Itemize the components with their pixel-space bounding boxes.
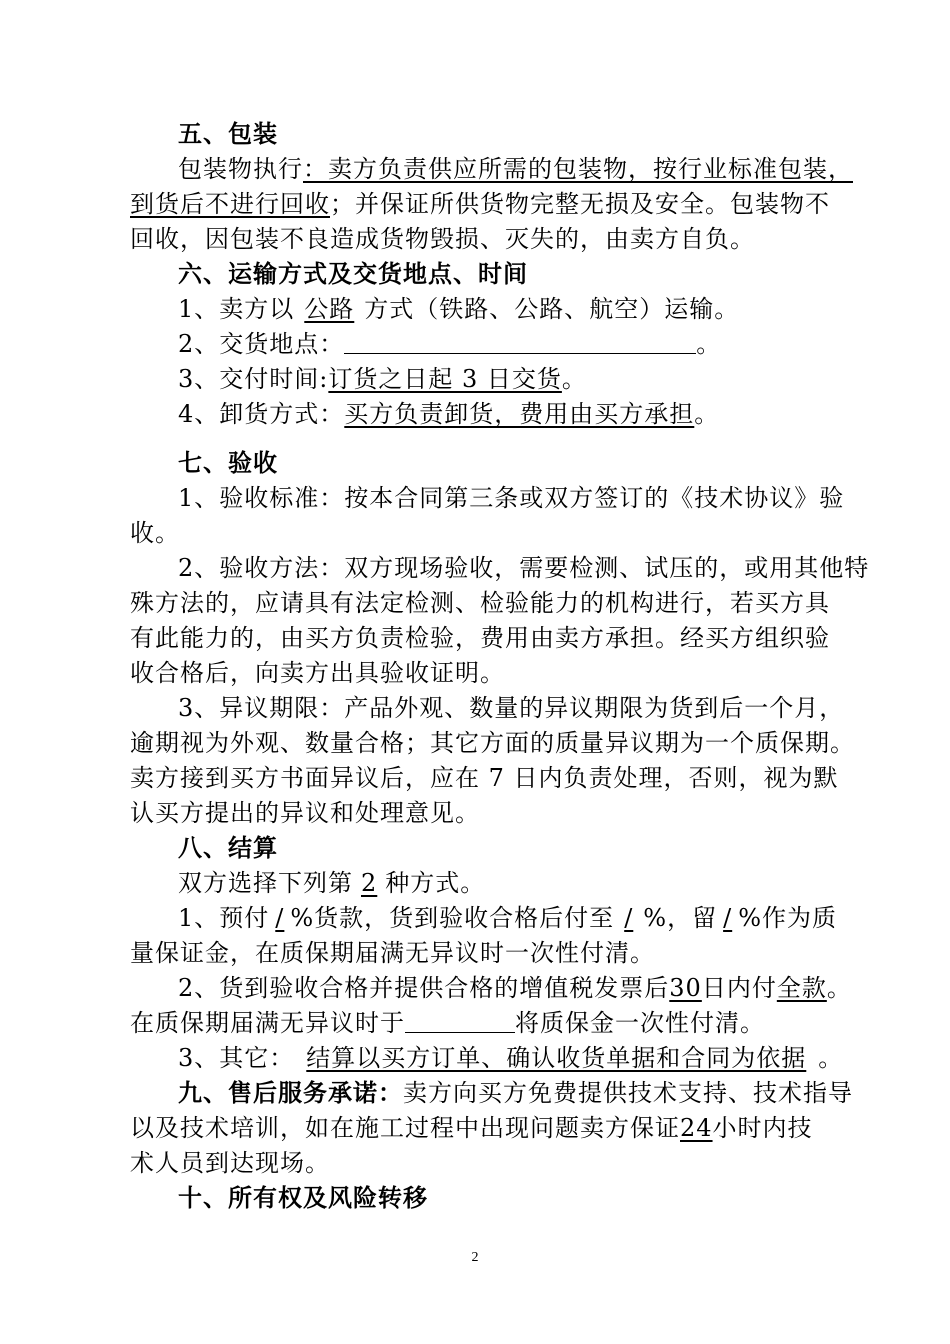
section-heading-ownership: 十、所有权及风险转移 [178,1184,428,1212]
service-line-2: 以及技术培训，如在施工过程中出现问题卖方保证24小时内技 [130,1114,813,1142]
delivery-time-value: 订货之日起 3 日交货 [328,365,562,393]
section-heading-packaging: 五、包装 [178,120,278,148]
transport-line-2: 2、交货地点： 。 [178,330,722,358]
page-number: 2 [471,1250,479,1265]
acceptance-1-line-1: 1、验收标准：按本合同第三条或双方签订的《技术协议》验 [178,484,845,512]
settlement-2-line-2: 在质保期届满无异议时于 将质保金一次性付清。 [130,1009,765,1037]
retention-percent: / [723,904,733,932]
transport-mode-value: 公路 [304,295,355,323]
acceptance-2-line-3: 有此能力的，由买方负责检验，费用由卖方承担。经买方组织验 [130,624,830,652]
acceptance-3-line-4: 认买方提出的异议和处理意见。 [130,799,480,827]
settlement-other-value: 结算以买方订单、确认收货单据和合同为依据 [306,1044,807,1072]
acceptance-1-line-2: 收。 [130,519,180,547]
settlement-3-line: 3、其它： 结算以买方订单、确认收货单据和合同为依据 。 [178,1044,844,1072]
packaging-no-recycle: 到货后不进行回收 [130,190,330,218]
packaging-line-3: 回收，因包装不良造成货物毁损、灭失的，由卖方自负。 [130,225,755,253]
acceptance-2-line-4: 收合格后，向卖方出具验收证明。 [130,659,505,687]
acceptance-2-line-2: 殊方法的，应请具有法定检测、检验能力的机构进行，若买方具 [130,589,830,617]
transport-line-1: 1、卖方以 公路 方式（铁路、公路、航空）运输。 [178,295,740,323]
payment-days: 30 [669,974,702,1002]
acceptance-2-line-1: 2、验收方法：双方现场验收，需要检测、试压的，或用其他特 [178,554,870,582]
response-hours: 24 [680,1114,713,1142]
packaging-line-2: 到货后不进行回收；并保证所供货物完整无损及安全。包装物不 [130,190,830,218]
delivery-location-blank [344,329,696,354]
acceptance-3-line-1: 3、异议期限：产品外观、数量的异议期限为货到后一个月， [178,694,845,722]
acceptance-3-line-2: 逾期视为外观、数量合格；其它方面的质量异议期为一个质保期。 [130,729,855,757]
section-heading-settlement: 八、结算 [178,834,278,862]
transport-line-3: 3、交付时间:订货之日起 3 日交货。 [178,365,587,393]
settlement-choice-line: 双方选择下列第 2 种方式。 [178,869,486,897]
retention-date-blank [405,1008,515,1033]
packaging-line-1: 包装物执行：卖方负责供应所需的包装物，按行业标准包装， [178,155,853,183]
section-heading-service: 九、售后服务承诺： [178,1079,403,1107]
settlement-2-line-1: 2、货到验收合格并提供合格的增值税发票后30日内付全款。 [178,974,852,1002]
service-line-3: 术人员到达现场。 [130,1149,330,1177]
unloading-method-value: 买方负责卸货，费用由买方承担 [344,400,695,428]
section-heading-transport: 六、运输方式及交货地点、时间 [178,260,528,288]
acceptance-3-line-3: 卖方接到买方书面异议后，应在 7 日内负责处理，否则，视为默 [130,764,839,792]
settlement-1-line-2: 量保证金，在质保期届满无异议时一次性付清。 [130,939,655,967]
section-heading-acceptance: 七、验收 [178,449,278,477]
service-line-1: 九、售后服务承诺：卖方向买方免费提供技术支持、技术指导 [178,1079,853,1107]
payment-amount-value: 全款 [776,974,827,1002]
transport-line-4: 4、卸货方式：买方负责卸货，费用由买方承担。 [178,400,720,428]
settlement-1-line-1: 1、预付 / %货款，货到验收合格后付至 / %，留 / %作为质 [178,904,837,932]
pay-to-percent: / [624,904,634,932]
settlement-method-number: 2 [361,869,378,897]
prepay-percent: / [275,904,285,932]
packaging-clause-filled: ：卖方负责供应所需的包装物，按行业标准包装， [303,155,853,183]
